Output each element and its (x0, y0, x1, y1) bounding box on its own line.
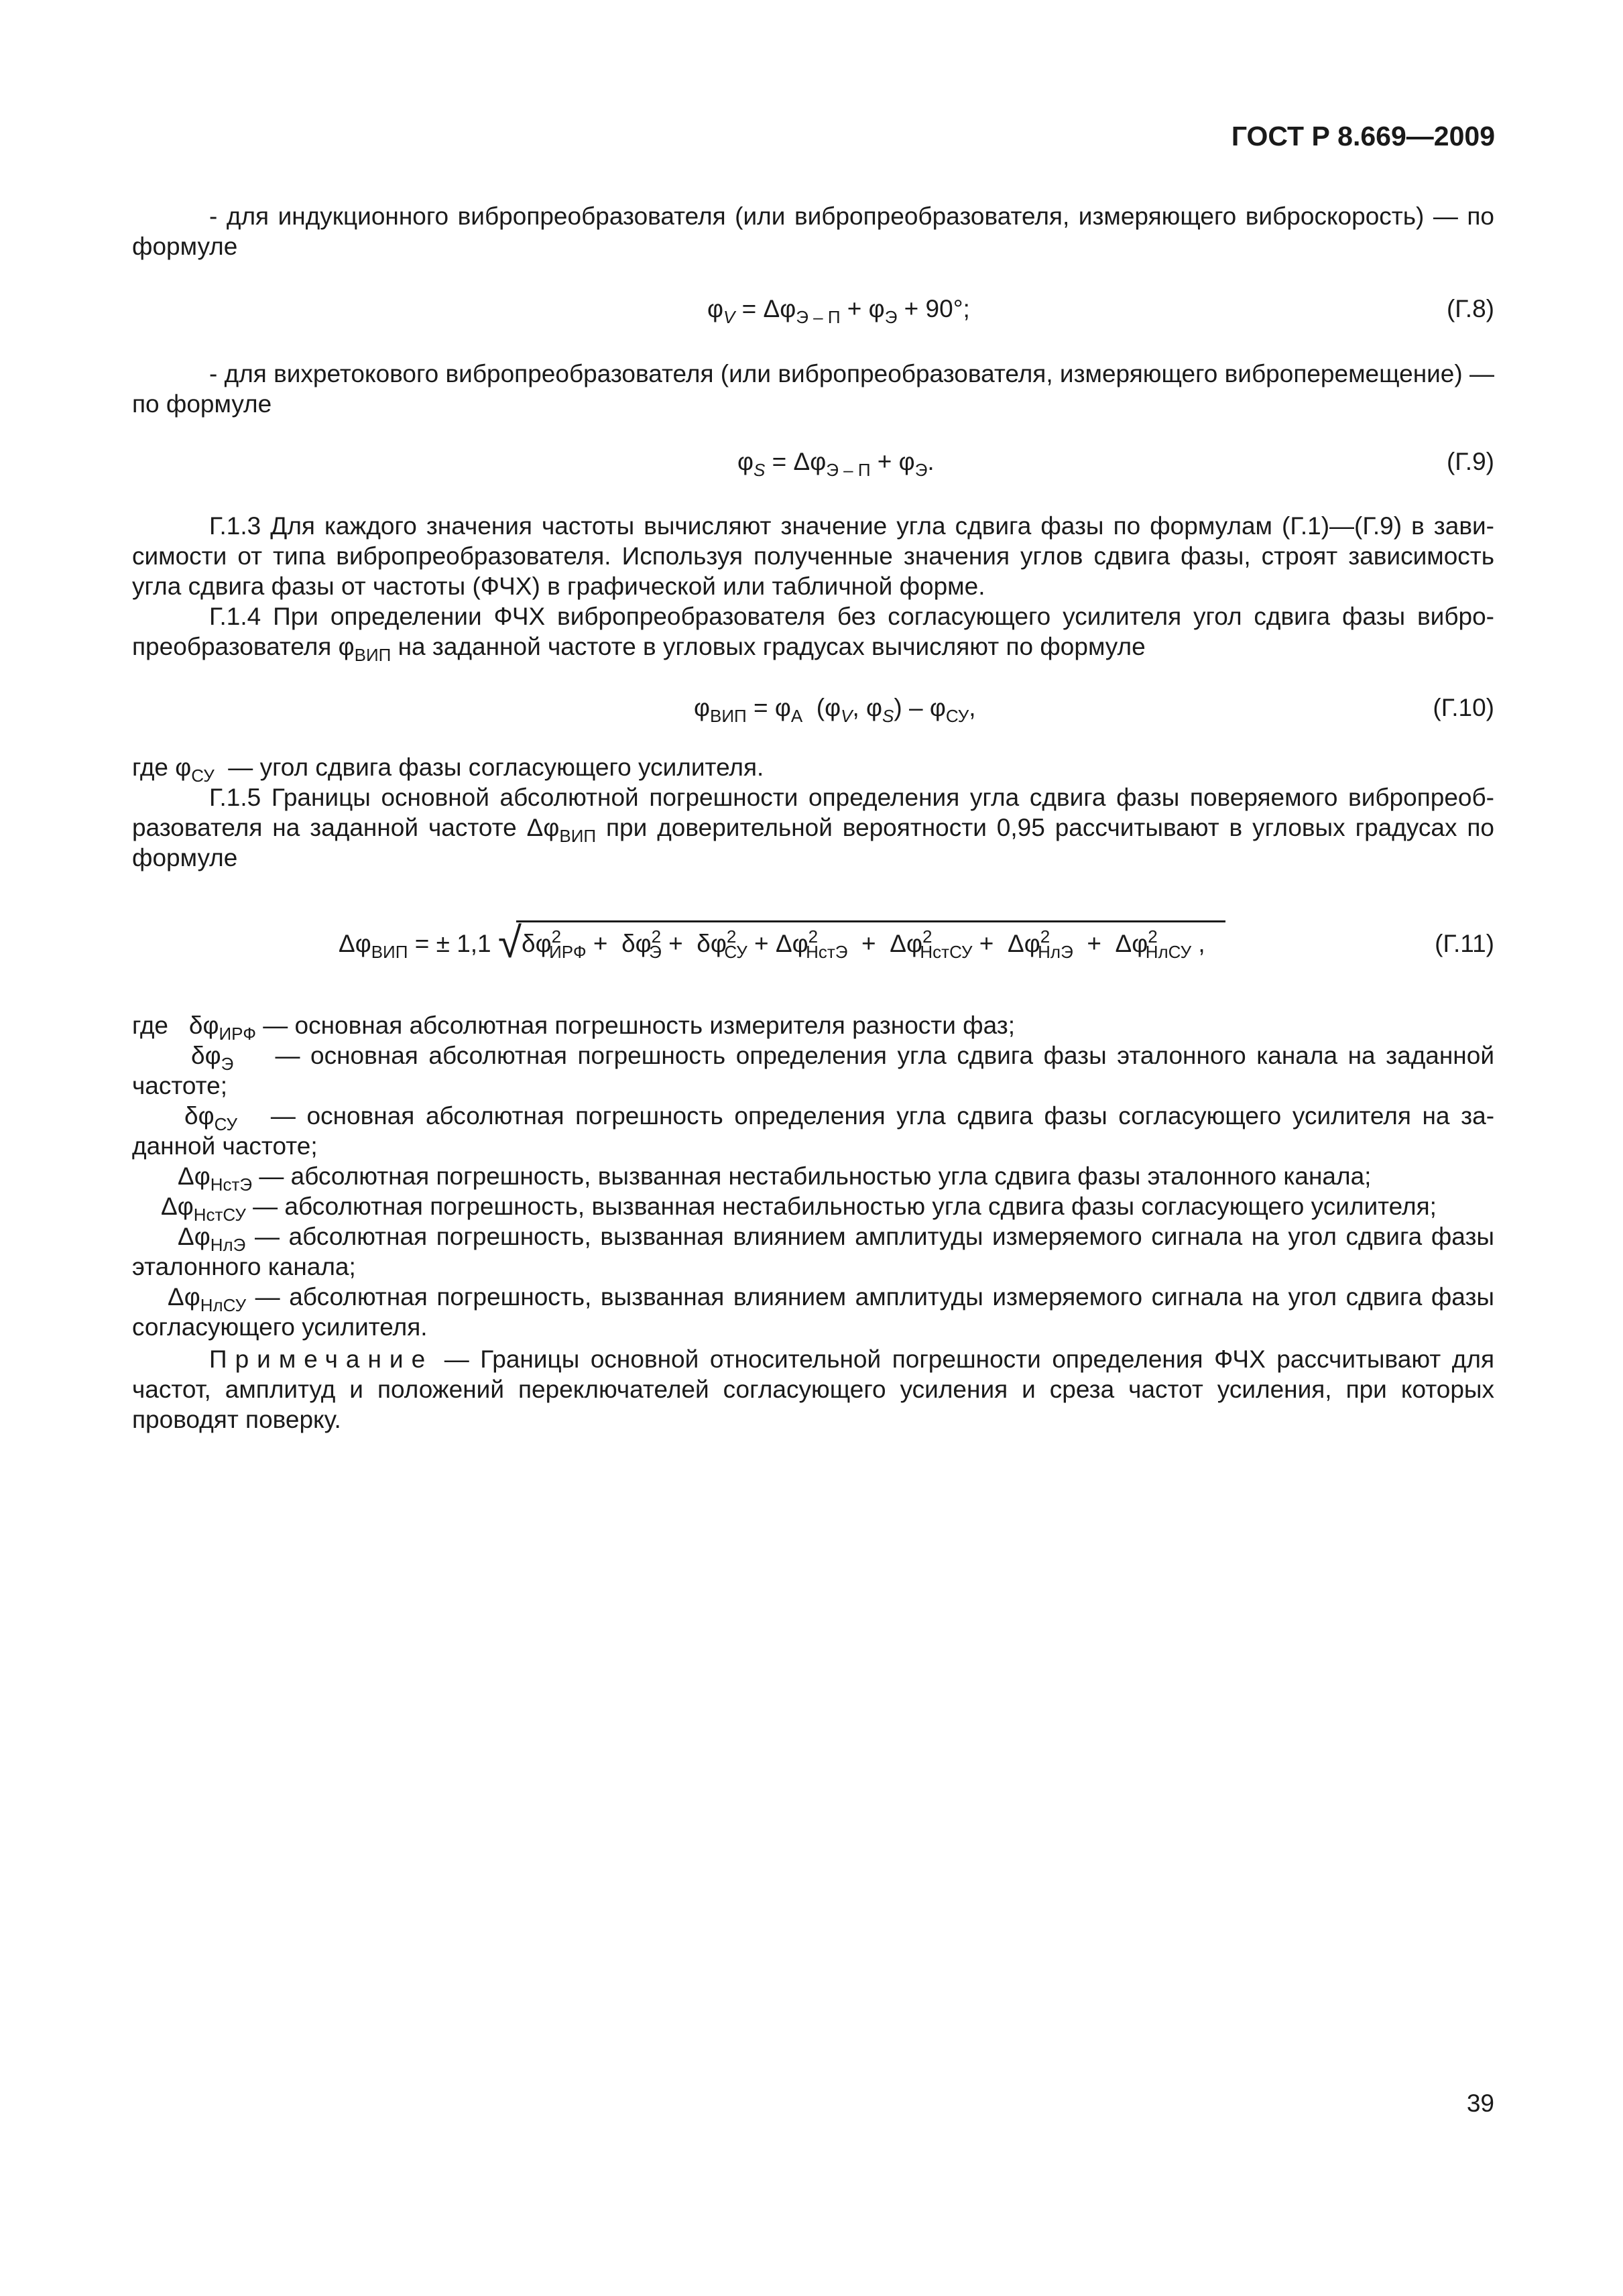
symbol-phi-vip: $\varphi_{ВИП}$ (338, 633, 392, 665)
sqrt-overline (516, 920, 1225, 922)
equation-number-g10: (Г.10) (1433, 694, 1494, 721)
legend-item-irf: где $\delta\varphi_{ИРФ}$ — основная абсолютная погрешность измерителя разности фаз; (132, 1012, 1016, 1044)
paragraph-g-1-5: Г.1.5 Границы основной абсолютной погрешности определения угла сдвига фазы поверяемого вибропреобразователя на заданной частоте $\Delta\varphi_{ВИП}$ при доверительной вероятности 0,95 рассчитывают в угловых градусах по формуле (132, 784, 1495, 871)
note-label: Примечание (209, 1345, 434, 1373)
sqrt-sign-icon: √ (497, 918, 522, 967)
formula-g11: $\Delta\varphi_{ВИП}$ = ± 1,1 $√\delta\varphi^2_{ИРФ} + \delta\varphi^2_Э + \delta\varphi^2_{СУ} + \Delta\varphi^2_{НстЭ} + \Delta\varphi^2_{НстСУ} + \Delta\varphi^2_{НлЭ} + \Delta\varphi^2_{НлСУ}$ , (339, 918, 1205, 967)
paragraph-g-1-3: Г.1.3 Для каждого значения частоты вычисляют значение угла сдвига фазы по формулам (Г.1)—(Г.9) в зависимости от типа вибропреобразователя. Используя полученные значения углов сдвига фазы, строят зависимость угла сдвига фазы от частоты (ФЧХ) в графической или табличной форме. (132, 512, 1494, 600)
document-number-header: ГОСТ Р 8.669—2009 (1231, 121, 1495, 152)
legend-item-su: $\delta\varphi_{СУ}$ — основная абсолютная погрешность определения угла сдвига фазы согласующего усилителя на заданной частоте; (132, 1102, 1495, 1160)
legend-item-e: $\delta\varphi_Э$ — основная абсолютная погрешность определения угла сдвига фазы эталонного канала на заданной частоте; (132, 1042, 1494, 1099)
equation-number-g8: (Г.8) (1446, 295, 1494, 322)
equation-number-g11: (Г.11) (1435, 930, 1494, 957)
page-number: 39 (1466, 2090, 1494, 2117)
formula-g8: $\varphi_V = \Delta\varphi_{Э - П} + \varphi_Э + 90^\circ$; (707, 295, 970, 327)
formula-g10: $\varphi_{ВИП} = \varphi_А$ ($\varphi_V$, $\varphi_S) - \varphi_{СУ}$, (694, 694, 976, 726)
legend-item-nl-e: $\Delta\varphi_{НлЭ}$ — абсолютная погрешность, вызванная влиянием амплитуды измеряемого сигнала на угол сдвига фазы эталонного канала; (132, 1223, 1495, 1280)
paragraph-g-1-4: Г.1.4 При определении ФЧХ вибропреобразователя без согласующего усилителя угол сдвига фазы вибропреобразователя $\varphi_{ВИП}$ на заданной частоте в угловых градусах вычисляют по формуле (132, 603, 1494, 665)
note-paragraph: Примечание — Границы основной относительной погрешности определения ФЧХ рассчитывают для частот, амплитуд и положений переключателей согласующего усиления и среза частот усиления, при которых проводят поверку. (132, 1345, 1494, 1433)
legend-item-nl-su: $\Delta\varphi_{НлСУ}$ — абсолютная погрешность, вызванная влиянием амплитуды измеряемого сигнала на угол сдвига фазы согласующего усилителя. (132, 1283, 1495, 1341)
equation-number-g9: (Г.9) (1446, 448, 1494, 475)
formula-g9: $\varphi_S = \Delta\varphi_{Э - П} + \varphi_Э$. (737, 448, 935, 480)
legend-item-nst-e: $\Delta\varphi_{НстЭ}$ — абсолютная погрешность, вызванная нестабильностью угла сдвига фазы эталонного канала; (178, 1162, 1372, 1195)
symbol-delta-phi-vip: $\Delta\varphi_{ВИП}$ (526, 814, 597, 846)
paragraph-eddy-current: - для вихретокового вибропреобразователя (или вибропреобразователя, измеряющего виброперемещение) — по формуле (132, 360, 1494, 418)
paragraph-where-phi-su: где $\varphi_{СУ}$ — угол сдвига фазы согласующего усилителя. (132, 753, 764, 786)
legend-item-nst-su: $\Delta\varphi_{НстСУ}$ — абсолютная погрешность, вызванная нестабильностью угла сдвига фазы согласующего усилителя; (161, 1193, 1437, 1225)
paragraph-induction: - для индукционного вибропреобразователя (или вибропреобразователя, измеряющего виброскорость) — по формуле (132, 202, 1494, 260)
